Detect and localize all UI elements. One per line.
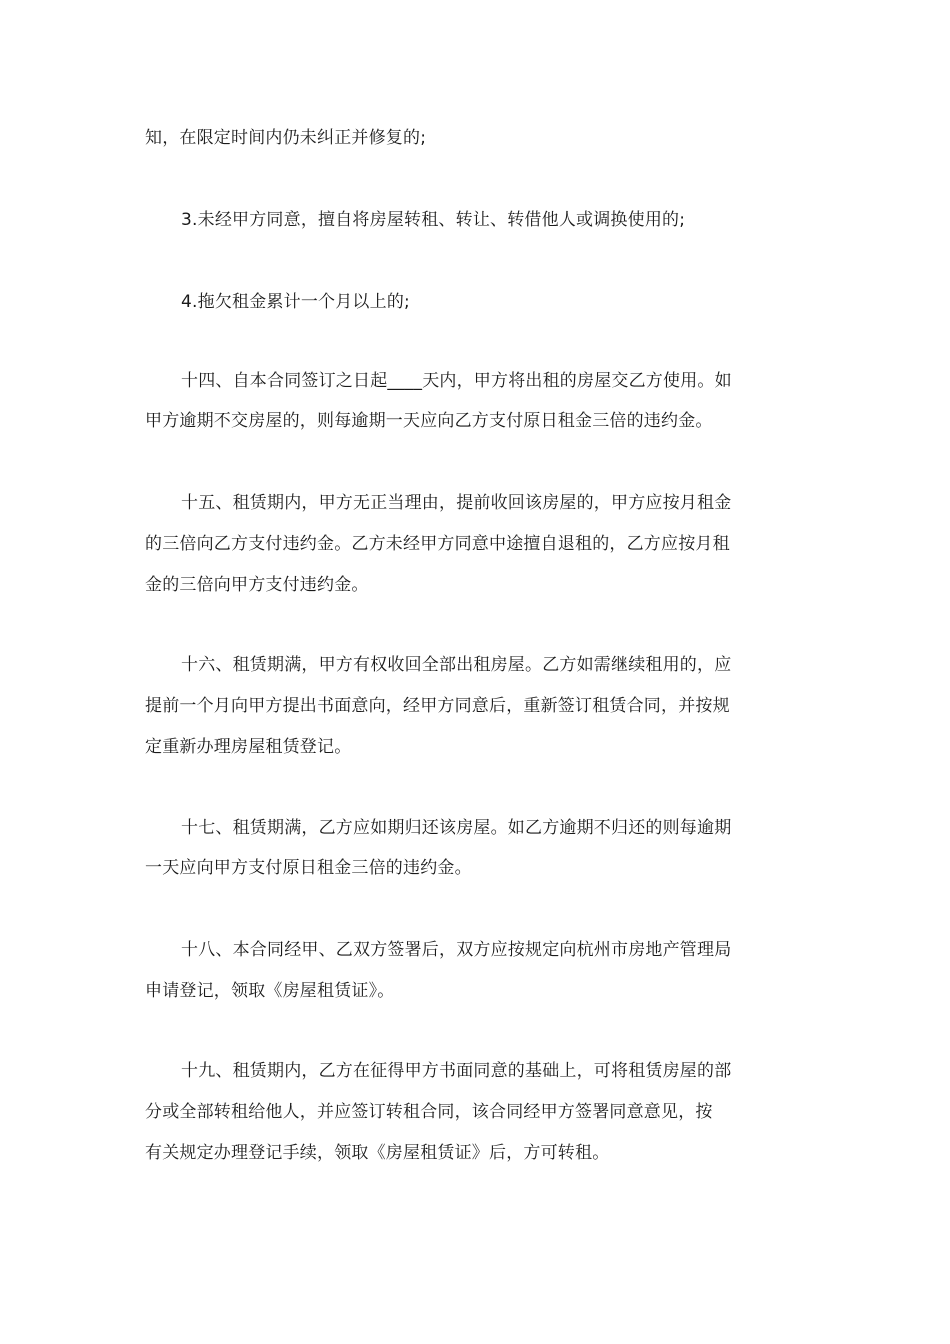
clause-15-line-3: 金的三倍向甲方支付违约金。 <box>145 575 369 595</box>
clause-19-line-1: 十九、租赁期内，乙方在征得甲方书面同意的基础上，可将租赁房屋的部 <box>181 1061 732 1081</box>
clause-15-line-1: 十五、租赁期内，甲方无正当理由，提前收回该房屋的，甲方应按月租金 <box>181 493 732 513</box>
clause-13-item-2-continuation: 知，在限定时间内仍未纠正并修复的; <box>145 128 427 148</box>
clause-13-item-4: 4.拖欠租金累计一个月以上的; <box>181 292 410 312</box>
clause-18-line-2: 申请登记，领取《房屋租赁证》。 <box>145 981 395 1001</box>
clause-14-line-1: 十四、自本合同签订之日起____天内，甲方将出租的房屋交乙方使用。如 <box>181 371 732 391</box>
clause-14-line-2: 甲方逾期不交房屋的，则每逾期一天应向乙方支付原日租金三倍的违约金。 <box>145 411 713 431</box>
clause-16-line-2: 提前一个月向甲方提出书面意向，经甲方同意后，重新签订租赁合同，并按规 <box>145 696 730 716</box>
clause-18-line-1: 十八、本合同经甲、乙双方签署后，双方应按规定向杭州市房地产管理局 <box>181 940 732 960</box>
clause-19-line-3: 有关规定办理登记手续，领取《房屋租赁证》后，方可转租。 <box>145 1143 610 1163</box>
clause-16-line-3: 定重新办理房屋租赁登记。 <box>145 737 352 757</box>
clause-17-line-1: 十七、租赁期满，乙方应如期归还该房屋。如乙方逾期不归还的则每逾期 <box>181 818 732 838</box>
clause-15-line-2: 的三倍向乙方支付违约金。乙方未经甲方同意中途擅自退租的，乙方应按月租 <box>145 534 730 554</box>
clause-19-line-2: 分或全部转租给他人，并应签订转租合同，该合同经甲方签署同意意见，按 <box>145 1102 713 1122</box>
clause-16-line-1: 十六、租赁期满，甲方有权收回全部出租房屋。乙方如需继续租用的，应 <box>181 655 732 675</box>
clause-17-line-2: 一天应向甲方支付原日租金三倍的违约金。 <box>145 858 472 878</box>
clause-13-item-3: 3.未经甲方同意，擅自将房屋转租、转让、转借他人或调换使用的; <box>181 210 686 230</box>
